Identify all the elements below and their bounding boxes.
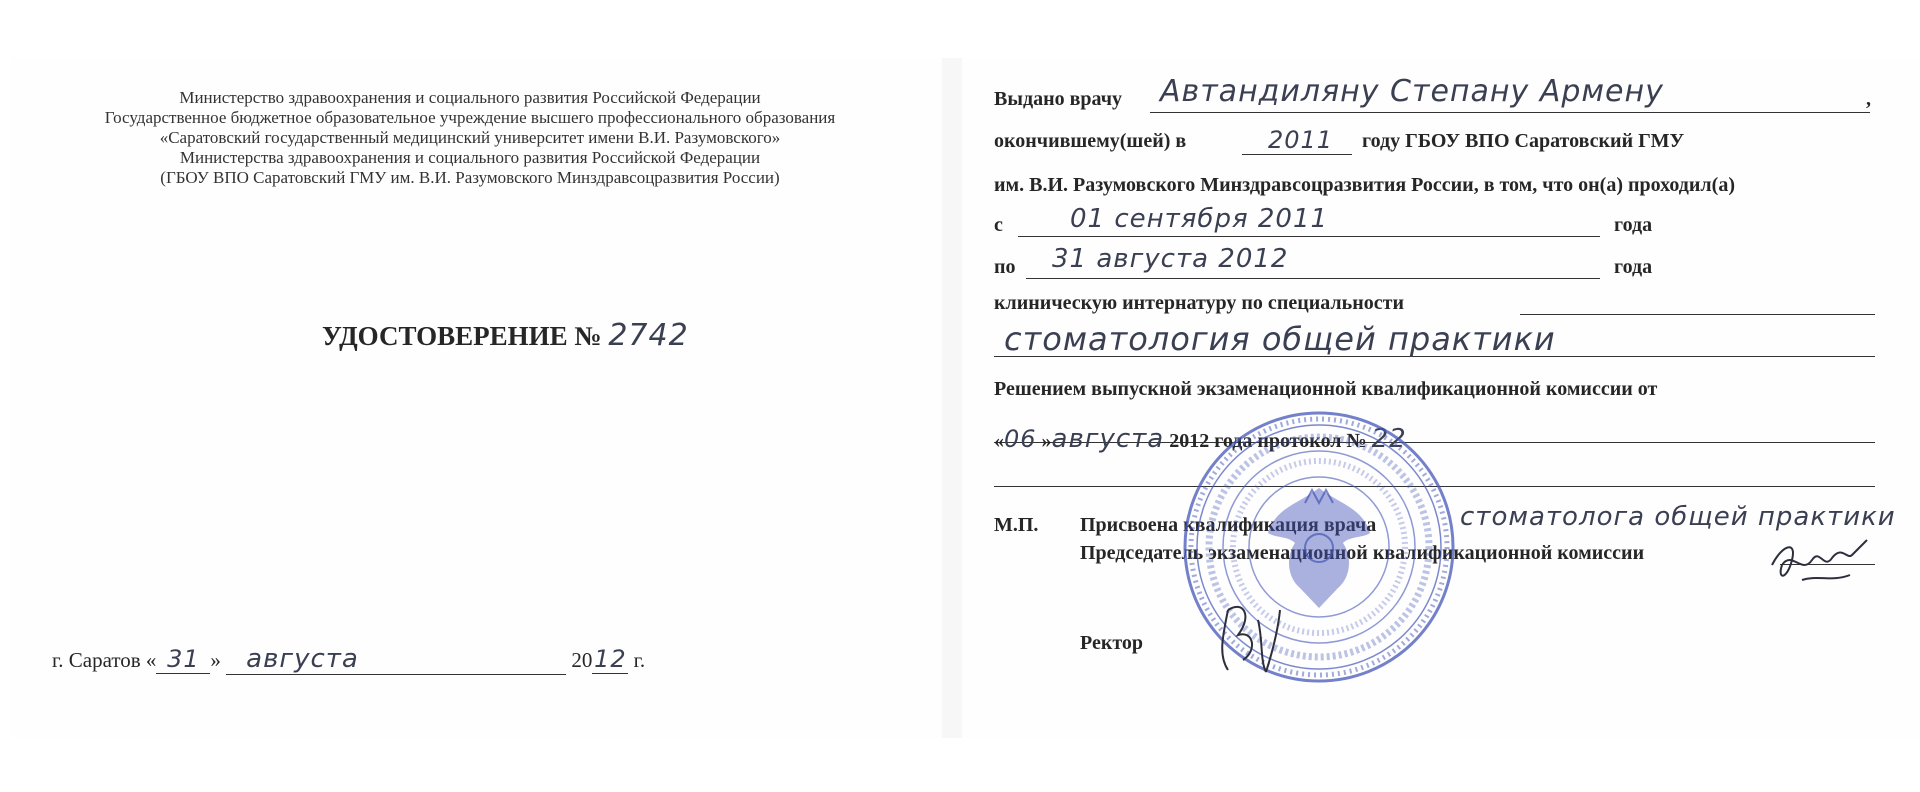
decision-close: » [1041,430,1052,452]
header-line: Министерство здравоохранения и социального развития Российской Федерации [179,88,761,107]
issue-date-line [52,644,645,675]
rector-label: Ректор [1080,632,1144,654]
graduated-year-underline [1242,154,1352,155]
to-underline [1026,278,1600,279]
year-end: г. [633,648,646,672]
from-date: 01 сентября 2011 [1070,204,1329,234]
year-word-2: года [1614,256,1653,278]
city-prefix: г. Саратов « [52,648,157,672]
issue-year-suffix: 12 [594,645,627,673]
specialty-label: клиническую интернатуру по специальности [994,292,1404,314]
graduated-year: 2011 [1268,126,1334,154]
qualification-label: Присвоена квалификация врача [1080,514,1377,536]
specialty-value: стоматология общей практики [1004,320,1556,358]
chairman-signature-icon [1762,520,1882,600]
to-date: 31 августа 2012 [1052,244,1289,274]
issue-month: августа [226,644,566,675]
certificate-number: 2742 [608,318,689,353]
protocol-number: 22 [1371,424,1407,454]
qualification-value: стоматолога общей практики [1460,502,1896,532]
decision-open: « [994,430,1004,452]
year-word-1: года [1614,214,1653,236]
specialty-underline-1 [1520,314,1875,315]
internship-statement: им. В.И. Разумовского Минздравсоцразвития России, в том, что он(а) проходил(а) [994,174,1735,196]
decision-month: августа [1051,424,1165,454]
decision-rest: года протокол № [1214,430,1367,452]
rector-signature-icon [1208,590,1298,680]
title-text: УДОСТОВЕРЕНИЕ № [322,321,602,351]
header-line: Государственное бюджетное образовательное учреждение высшего профессионального образования [104,108,836,127]
year-prefix: 20 [571,648,593,672]
header-line: Министерства здравоохранения и социального развития Российской Федерации [179,148,761,167]
graduated-rest: году ГБОУ ВПО Саратовский ГМУ [1362,130,1685,152]
decision-year: 2012 [1169,430,1210,452]
page-fold [942,58,962,738]
issuer-header [40,88,900,188]
name-underline [1150,112,1870,113]
chairman-label: Председатель экзаменационной квалификационной комиссии [1080,542,1645,564]
quote-close: » [210,648,221,672]
issued-label: Выдано врачу [994,88,1122,110]
mp-label: М.П. [994,514,1039,536]
decision-day: 06 [1004,425,1037,453]
certificate-title [322,318,689,353]
header-line: «Саратовский государственный медицинский университет имени В.И. Разумовского» [159,128,781,147]
decision-label: Решением выпускной экзаменационной квалификационной комиссии от [994,378,1658,400]
issued-name: Автандиляну Степану Армену [1160,74,1664,109]
from-label: с [994,214,1003,236]
to-label: по [994,256,1016,278]
header-line: (ГБОУ ВПО Саратовский ГМУ им. В.И. Разумовского Минздравсоцразвития России) [160,168,780,187]
issue-day: 31 [156,645,210,674]
from-underline [1018,236,1600,237]
name-comma: , [1866,88,1871,110]
graduated-label: окончившему(шей) в [994,130,1187,152]
